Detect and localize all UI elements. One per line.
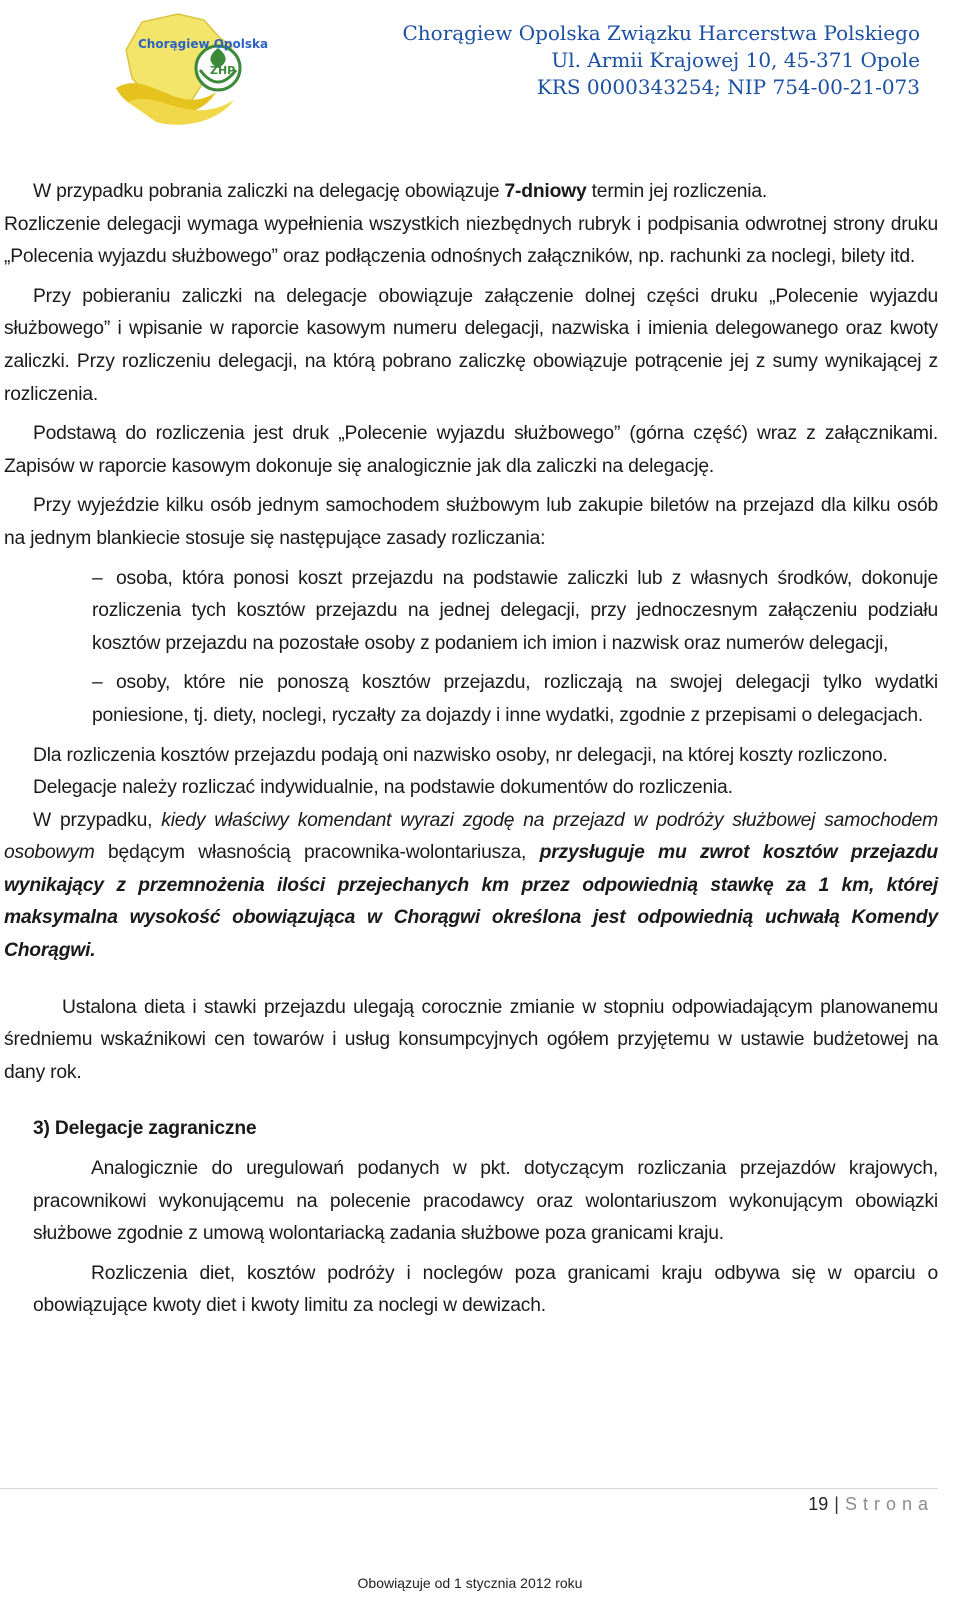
svg-text:ZHP: ZHP xyxy=(210,64,236,77)
footer-validity-note: Obowiązuje od 1 stycznia 2012 roku xyxy=(357,1575,583,1591)
list-dash: – xyxy=(92,567,103,589)
organization-name: Chorągiew Opolska Związku Harcerstwa Polskiego xyxy=(402,21,920,45)
page-separator: | xyxy=(834,1494,839,1514)
paragraph-individual-settlement: Delegacje należy rozliczać indywidualnie, na podstawie dokumentów do rozliczenia. xyxy=(33,777,733,799)
list-item-text: osoby, które nie ponoszą kosztów przejazdu, rozliczają na swojej delegacji tylko wydatki poniesione, tj. diety, noclegi, ryczałty za dojazdy i inne wydatki, zgodnie z przepisami o delegacjach. xyxy=(92,672,938,726)
paragraph-settlement-basis: Podstawą do rozliczenia jest druk „Polecenie wyjazdu służbowego” (górna część) wraz z załącznikami. Zapisów w raporcie kasowym dokonuje się analogicznie jak dla zaliczki na delegację. xyxy=(4,423,938,477)
list-item xyxy=(92,667,938,732)
page-word: Strona xyxy=(844,1494,934,1514)
paragraph-advance-collection: Przy pobieraniu zaliczki na delegacje obowiązuje załączenie dolnej części druku „Polecenie wyjazdu służbowego” i wpisanie w raporcie kasowym numeru delegacji, nazwiska i imienia delegowanego oraz kwoty zaliczki. Przy rozliczeniu delegacji, na którą pobrano zaliczkę obowiązuje potrącenie jej z sumy wynikającej z rozliczenia. xyxy=(4,285,938,405)
text-run: W przypadku pobrania zaliczki na delegację obowiązuje xyxy=(33,181,505,202)
paragraph-cost-reference: Dla rozliczenia kosztów przejazdu podają oni nazwisko osoby, nr delegacji, na której koszty rozliczono. xyxy=(33,744,888,766)
paragraph-foreign-analogous: Analogicznie do uregulowań podanych w pkt. dotyczącym rozliczania przejazdów krajowych, pracownikowi wykonującemu na polecenie pracodawcy oraz wolontariuszom wykonującym obowiązki służbowe zgodnie z umową wolontariacką zadania służbowe poza granicami kraju. xyxy=(33,1158,938,1245)
list-dash: – xyxy=(92,672,103,694)
paragraph-foreign-settlement: Rozliczenia diet, kosztów podróży i noclegów poza granicami kraju odbywa się w oparciu o obowiązujące kwoty diet i kwoty limitu za noclegi w dewizach. xyxy=(33,1262,938,1317)
organization-address: Ul. Armii Krajowej 10, 45-371 Opole xyxy=(551,48,920,72)
text-run: termin jej rozliczenia. xyxy=(586,181,768,202)
text-run: W przypadku, xyxy=(33,809,162,831)
paragraph-private-car xyxy=(4,805,938,968)
logo-text: Chorągiew Opolska xyxy=(138,37,269,51)
bold-deadline: 7-dniowy xyxy=(504,181,587,202)
page-number xyxy=(808,1494,934,1515)
paragraph-group-travel: Przy wyjeździe kilku osób jednym samochodem służbowym lub zakupie biletów na przejazd dla kilku osób na jednym blankiecie stosuje się następujące zasady rozliczania: xyxy=(4,495,938,549)
organization-registry: KRS 0000343254; NIP 754-00-21-073 xyxy=(536,75,920,99)
zhp-banner-logo xyxy=(108,8,269,128)
footer-divider xyxy=(0,1488,938,1489)
bold-italic-text: przysługuje mu zwrot kosztów przejazdu wynikający z przemnożenia ilości przejechanych km przez odpowiednią stawkę za 1 km, której maksymalna wysokość obowiązująca w Chorągwi określona jest odpowiednią uchwałą Komendy Chorągwi. xyxy=(4,842,938,962)
paragraph-advance-deadline xyxy=(4,176,938,209)
italic-text: kiedy właściwy komendant wyrazi zgodę na przejazd w podróży służbowej samochodem osobowym xyxy=(4,809,938,864)
list-item xyxy=(92,563,938,661)
organization-header xyxy=(402,20,920,101)
paragraph-annual-rates: Ustalona dieta i stawki przejazdu ulegają corocznie zmianie w stopniu odpowiadającym planowanemu średniemu wskaźnikowi cen towarów i usług konsumpcyjnych ogółem przyjętemu w ustawie budżetowej na dany rok. xyxy=(4,996,938,1083)
page-number-value: 19 xyxy=(808,1494,829,1514)
paragraph-settlement-requirements: Rozliczenie delegacji wymaga wypełnienia wszystkich niezbędnych rubryk i podpisania odwrotnej strony druku „Polecenia wyjazdu służbowego” oraz podłączenia odnośnych załączników, np. rachunki za noclegi, bilety itd. xyxy=(4,213,938,268)
document-body xyxy=(4,176,938,1323)
text-run: będącym własnością pracownika-wolontariusza, xyxy=(94,842,540,864)
list-item-text: osoba, która ponosi koszt przejazdu na podstawie zaliczki lub z własnych środków, dokonuje rozliczenia tych kosztów przejazdu na jednej delegacji, przy jednoczesnym załączeniu podziału kosztów przejazdu na pozostałe osoby z podaniem ich imion i nazwisk oraz numerów delegacji, xyxy=(92,567,938,654)
section-title: 3) Delegacje zagraniczne xyxy=(33,1118,257,1140)
section-foreign-delegations xyxy=(33,1113,938,1323)
